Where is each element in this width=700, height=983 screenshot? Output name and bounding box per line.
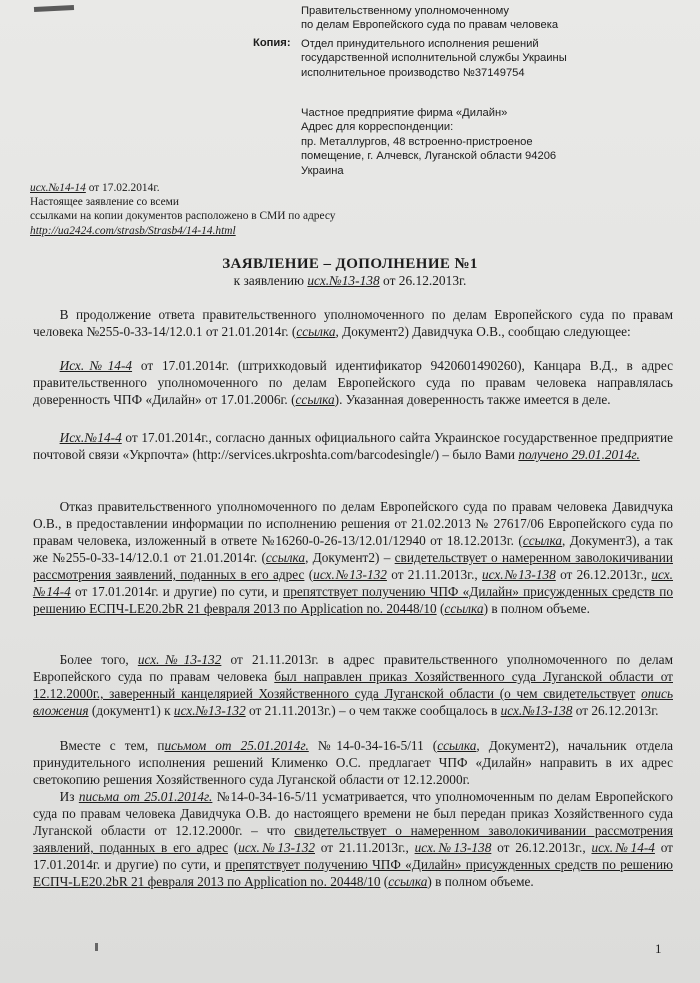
document-subtitle [0,273,700,289]
subtitle-prefix: к заявлению [233,273,304,288]
paragraph-text: ) в полном объеме. [427,874,534,889]
reference-link: Исх.№14-4 [59,358,133,373]
recipient-block [301,4,558,33]
paragraph-text: №14-0-34-16-5/11 усматривается, что уполномоченным по делам Европейского суда по правам человека Давидчука О.В. до настоящего времени не был передан приказ Хозяйственного суда Луганской области от 12.12.2000г. – что [33,789,674,838]
scan-mark [95,943,98,951]
sender-line: помещение, г. Алчевск, Луганской области 94206 [301,150,557,163]
reference-link: Исх.№14-4 [59,430,122,445]
paragraph-text: от 21.11.2013г.) – о чем также сообщалось в [245,703,501,718]
paragraph-text: от 26.12.2013г., [555,567,652,582]
emphasis-text: свидетельствует о намеренном заволокичивании рассмотрения заявлений, поданных в его адрес [33,823,674,855]
emphasis-text: свидетельствует о намеренном заволокичивании рассмотрения заявлений, поданных в его адрес [33,550,673,582]
emphasis-text: препятствует получению ЧПФ «Дилайн» присужденных средств по решению ЕСПЧ-LE20.2bR 21 февраля 2013 по Application no. 20448/10 [33,857,673,889]
paragraph-text: , Документ2) – [305,550,395,565]
paragraph-text: №14-0-34-16-5/11 ( [308,738,438,753]
paragraph-text: от 17.01.2014г., согласно данных официального сайта Украинское государственное предприятие почтовой связи «Укрпочта» (http://services.ukrposhta.com/barcodesingle/) – было Вами [33,430,673,462]
reference-link: ссылка [265,550,306,565]
copy-line: исполнительное производство №37149754 [301,66,525,79]
paragraph-3 [33,429,673,463]
paragraph-text: ). Указанная доверенность также имеется в деле. [334,392,611,407]
paragraph-text [33,358,60,373]
paragraph-4 [33,498,673,617]
paragraph-text: от 21.11.2013г. в адрес правительственного уполномоченного по делам Европейского суда по правам человека [33,652,673,684]
paragraph-2 [33,357,673,408]
sender-line: Украина [301,164,344,177]
reference-link: исх.№13-138 [482,567,556,582]
reference-link: исх.№13-132 [137,652,222,667]
paragraph-text: Вместе с тем, п [33,738,165,753]
note-ref: исх.№14-14 [30,182,86,194]
paragraph-text: Более того, [33,652,138,667]
scan-mark [34,5,74,12]
reference-link: исх.№13-132 [238,840,315,855]
reference-link: письма от 25.01.2014г. [78,789,213,804]
note-ref-date: от 17.02.2014г. [88,182,160,194]
reference-link: исх.№13-138 [500,703,573,718]
reference-link: ссылка [295,392,335,407]
reference-link: опись вложения [33,686,673,718]
document-title: ЗАЯВЛЕНИЕ – ДОПОЛНЕНИЕ №1 [222,256,478,272]
paragraph-text: (документ1) к [88,703,174,718]
paragraph-7 [33,788,673,890]
emphasis-text: был направлен приказ Хозяйственного суда Луганской области от 12.12.2000г., заверенный канцелярией Хозяйственного суда Луганской области (о чем свидетельствует [33,669,673,701]
paragraph-text: ( [380,874,389,889]
copy-label: Копия: [253,37,291,49]
paragraph-text: ( [304,567,314,582]
paragraph-text: ( [228,840,239,855]
outgoing-note [30,181,335,238]
recipient-line: по делам Европейского суда по правам человека [301,19,559,32]
paragraph-text: от 17.01.2014г. и другие) по сути, и [33,840,673,872]
note-url-link[interactable]: http://ua2424.com/strasb/Strasb4/14-14.html [30,224,236,237]
paragraph-1 [33,306,673,340]
reference-link: ссылка [522,533,563,548]
paragraph-text: от 21.11.2013г., [315,840,415,855]
page-number: 1 [655,941,662,956]
reference-link: ссылка [296,324,336,339]
reference-link: ссылка [444,601,484,616]
paragraph-text: ) в полном объеме. [483,601,590,616]
reference-link: получено 29.01.2014г. [518,447,640,462]
sender-line: пр. Металлургов, 48 встроенно-пристроеное [301,135,533,148]
paragraph-text: от 17.01.2014г. и другие) по сути, и [70,584,284,599]
paragraph-text [33,430,60,445]
subtitle-ref: исх.№13-138 [307,273,380,288]
copy-block [301,37,567,80]
reference-link: исьмом от 25.01.2014г. [164,738,309,753]
paragraph-text: , Документ2), начальник отдела принудительного исполнения решений Клименко О.С. предлагает ЧПФ «Дилайн» направить в их адрес светокопию решения Хозяйственного суда Луганской области от 12.12.2000г. [33,738,673,787]
paragraph-text: Из [33,789,79,804]
paragraph-text: , Документ3), а так же №255-0-33-14/12.0.1 от 21.01.2014г. ( [33,533,673,565]
reference-link: ссылка [437,738,477,753]
paragraph-text: от 26.12.2013г. [572,703,659,718]
subtitle-suffix: от 26.12.2013г. [383,273,467,288]
sender-block [301,106,556,178]
paragraph-text: В продолжение ответа правительственного уполномоченного по делам Европейского суда по правам человека №255-0-33-14/12.0.1 от 21.01.2014г. ( [33,307,673,339]
note-line: Настоящее заявление со всеми [30,196,179,209]
reference-link: ссылка [388,874,428,889]
note-line: ссылками на копии документов расположено в СМИ по адресу [30,210,336,223]
emphasis-text: препятствует получению ЧПФ «Дилайн» присужденных средств по решению ЕСПЧ-LE20.2bR 21 февраля 2013 по Application no. 20448/10 [33,584,673,616]
reference-link: исх.№13-138 [414,840,492,855]
reference-link: исх.№13-132 [173,703,246,718]
reference-link: исх.№14-4 [33,567,673,599]
sender-line: Частное предприятие фирма «Дилайн» [301,107,508,119]
paragraph-text: , Документ2) Давидчука О.В., сообщаю следующее: [335,324,631,339]
reference-link: исх.№13-132 [313,567,387,582]
recipient-line: Правительственному уполномоченному [301,5,510,17]
paragraph-text: ( [436,601,445,616]
sender-line: Адрес для корреспонденции: [301,121,454,134]
paragraph-text: от 21.11.2013г., [386,567,483,582]
paragraph-text: Отказ правительственного уполномоченного по делам Европейского суда по правам человека Давидчука О.В., в предоставлении информации по исполнению решения от 21.02.2013 № 27617/06 Европейского суда по правам человека, изложенный в ответе №16260-0-26-13/12.01/12940 от 18.12.2013г. ( [33,499,673,548]
paragraph-text: от 26.12.2013г., [491,840,592,855]
paragraph-text: от 17.01.2014г. (штрихкодовый идентификатор 9420601490260), Канцара В.Д., в адрес правительственного уполномоченного по делам Европейского суда по правам человека направлялась доверенность ЧПФ «Дилайн» от 17.01.2006г. ( [33,358,674,407]
copy-line: государственной исполнительной службы Украины [301,52,567,65]
copy-line: Отдел принудительного исполнения решений [301,38,539,50]
paragraph-5 [33,651,673,719]
reference-link: исх.№14-4 [591,840,655,855]
paragraph-6 [33,737,673,788]
